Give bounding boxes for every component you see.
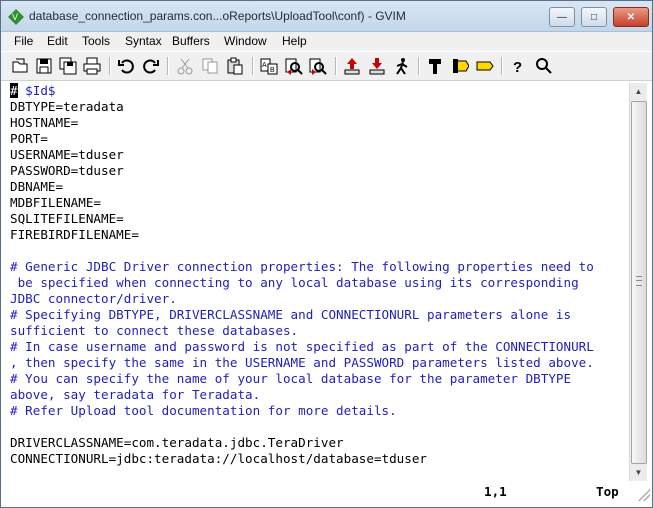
editor-line: MDBFILENAME= [10,195,101,210]
save-icon[interactable] [34,56,54,76]
toolbar-separator [501,57,503,75]
maximize-button[interactable]: □ [581,7,607,27]
svg-text:V: V [12,12,19,22]
menu-window[interactable]: Window [224,34,267,48]
menu-buffers[interactable]: Buffers [172,34,210,48]
find-replace-icon[interactable] [259,56,279,76]
find-next-icon[interactable] [284,56,304,76]
toolbar-separator [109,57,111,75]
toolbar-separator [418,57,420,75]
editor-line [10,419,628,435]
open-icon[interactable] [10,56,30,76]
paste-icon[interactable] [225,56,245,76]
editor-line: PASSWORD=tduser [10,163,124,178]
close-button[interactable]: ✕ [613,7,649,27]
editor-line: be specified when connecting to any local database using its corresponding [10,275,579,290]
minimize-button[interactable]: — [549,7,575,27]
svg-text:B: B [270,67,275,74]
editor-line: CONNECTIONURL=jdbc:teradata://localhost/database=tduser [10,451,428,466]
grip-icon [636,276,642,286]
editor-line: DBNAME= [10,179,64,194]
toolbar-separator [335,57,337,75]
svg-text:?: ? [513,59,523,75]
menu-file[interactable]: File [14,34,34,48]
editor-line: USERNAME=tduser [10,147,124,162]
menu-syntax[interactable]: Syntax [125,34,162,48]
save-all-icon[interactable] [58,56,78,76]
menu-edit[interactable]: Edit [47,34,68,48]
title-bar[interactable] [1,1,652,32]
jump-to-tag-icon[interactable] [475,56,495,76]
scroll-position: Top [596,484,619,499]
vertical-scrollbar[interactable] [629,83,647,481]
editor-line: DRIVERCLASSNAME=com.teradata.jdbc.TeraDriver [10,435,344,450]
editor-line: JDBC connector/driver. [10,291,177,306]
make-icon[interactable] [425,56,445,76]
gvim-app-icon [8,9,24,25]
text-cursor: # [10,83,18,98]
editor-line: # In case username and password is not specified as part of the CONNECTIONURL [10,339,594,354]
toolbar [1,52,652,81]
editor-line: HOSTNAME= [10,115,79,130]
editor-line: DBTYPE=teradata [10,99,124,114]
scroll-up-arrow-icon[interactable]: ▲ [634,87,643,96]
editor-line: # Specifying DBTYPE, DRIVERCLASSNAME and CONNECTIONURL parameters alone is [10,307,572,322]
redo-icon[interactable] [141,56,161,76]
toolbar-separator [167,57,169,75]
find-prev-icon[interactable] [308,56,328,76]
editor-line: # You can specify the name of your local database for the parameter DBTYPE [10,371,572,386]
resize-grip-icon[interactable] [638,489,650,501]
cursor-position: 1,1 [484,484,507,499]
text-editor-area[interactable] [10,83,628,483]
editor-line: SQLITEFILENAME= [10,211,124,226]
scroll-thumb[interactable] [631,101,647,464]
editor-line: # Generic JDBC Driver connection properties: The following properties need to [10,259,594,274]
menu-tools[interactable]: Tools [82,34,111,48]
scroll-down-arrow-icon[interactable]: ▼ [634,468,643,477]
editor-line: # Refer Upload tool documentation for more details. [10,403,397,418]
svg-text:A: A [262,62,267,69]
menu-help[interactable]: Help [282,34,307,48]
editor-line: , then specify the same in the USERNAME and PASSWORD parameters listed above. [10,355,594,370]
editor-line: sufficient to connect these databases. [10,323,299,338]
print-icon[interactable] [82,56,102,76]
editor-line: PORT= [10,131,48,146]
window-title: database_connection_params.con...oReports\UploadTool\conf) - GVIM [29,9,406,23]
save-session-icon[interactable] [367,56,387,76]
editor-line: above, say teradata for Teradata. [10,387,261,402]
load-session-icon[interactable] [342,56,362,76]
status-line [1,482,652,502]
find-help-icon[interactable] [533,56,553,76]
menu-bar [1,32,652,51]
toolbar-separator [252,57,254,75]
editor-line: FIREBIRDFILENAME= [10,227,139,242]
run-ctags-icon[interactable] [450,56,470,76]
id-keyword: $Id$ [17,83,56,98]
help-icon[interactable] [508,56,528,76]
copy-icon[interactable] [200,56,220,76]
editor-line [10,83,628,99]
cut-icon[interactable] [175,56,195,76]
editor-line [10,243,628,259]
undo-icon[interactable] [116,56,136,76]
run-script-icon[interactable] [392,56,412,76]
